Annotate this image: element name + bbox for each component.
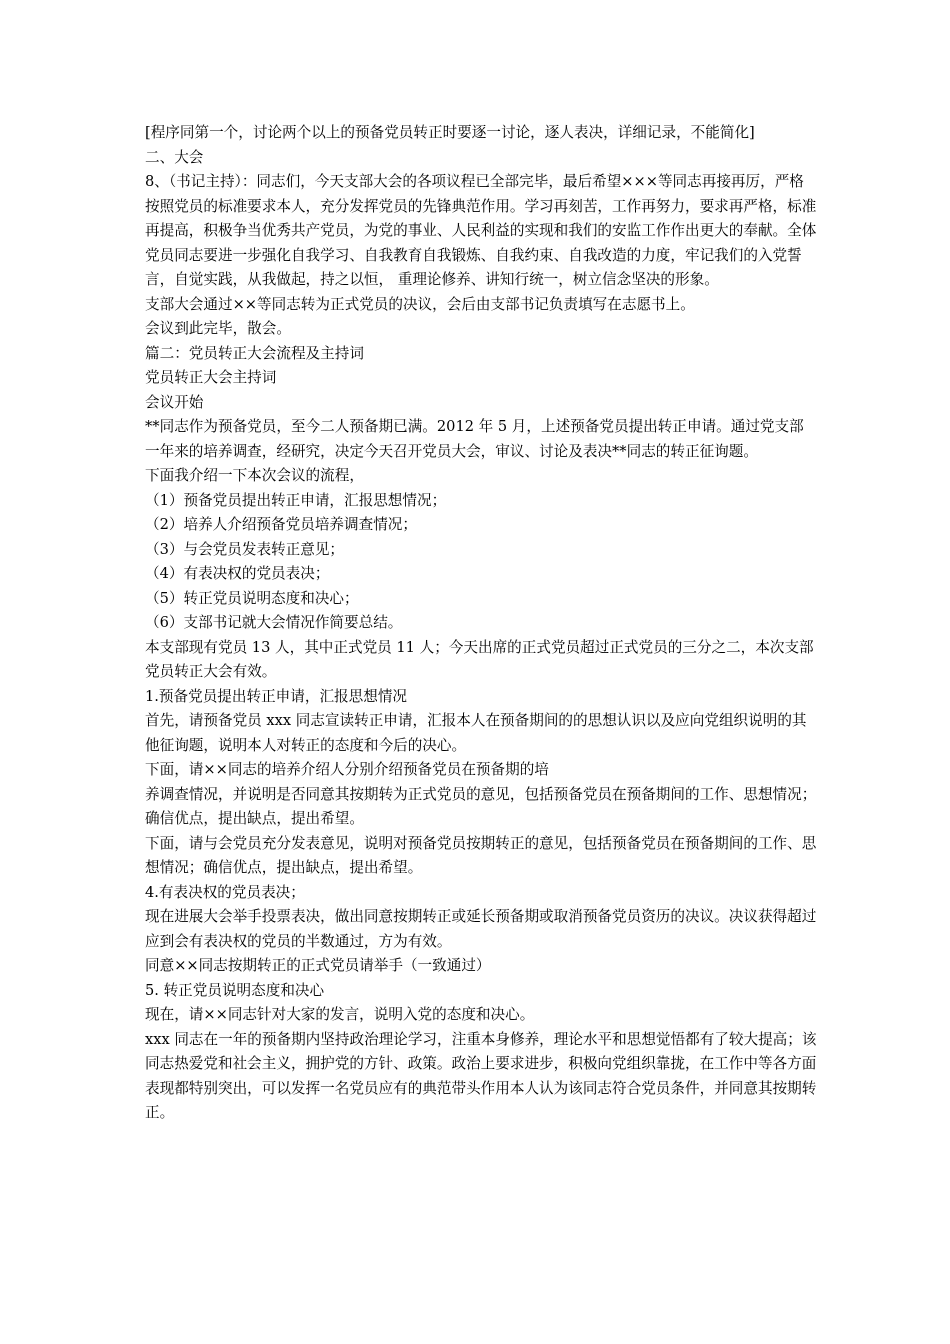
paragraph-evaluation: xxx 同志在一年的预备期内坚持政治理论学习，注重本身修养，理论水平和思想觉悟都有了较大提高；该同志热爱党和社会主义，拥护党的方针、政策。政治上要求进步，积极向党组织靠拢，在工作中等各方面表现都特别突出，可以发挥一名党员应有的典范带头作用本人认为该同志符合党员条件，并同意其按期转正。 [145, 1030, 817, 1121]
paragraph-vote: 现在进展大会举手投票表决，做出同意按期转正或延长预备期或取消预备党员资历的决议。决议获得超过应到会有表决权的党员的半数通过，方为有效。 [145, 908, 817, 950]
heading-step-4: 4.有表决权的党员表决； [145, 883, 305, 901]
paragraph-opinions: 下面，请与会党员充分发表意见，说明对预备党员按期转正的意见，包括预备党员在预备期间的工作、思想情况；确信优点，提出缺点，提出希望。 [145, 834, 817, 876]
list-item: （1）预备党员提出转正申请，汇报思想情况； [145, 491, 447, 509]
list-item: （3）与会党员发表转正意见； [145, 540, 345, 558]
heading-plenary: 二、大会 [145, 148, 204, 166]
document-body [145, 121, 817, 1126]
paragraph-intro: **同志作为预备党员，至今二人预备期已满。2012 年 5 月，上述预备党员提出转正申请。通过党支部一年来的培养调查，经研究，决定今天召开党员大会，审议、讨论及表决**同志的转正征询题。 [145, 418, 804, 460]
list-item: （2）培养人介绍预备党员培养调查情况； [145, 516, 417, 533]
heading-meeting-start: 会议开始 [145, 393, 204, 411]
paragraph-introducer-b: 养调查情况，并说明是否同意其按期转为正式党员的意见，包括预备党员在预备期间的工作、思想情况；确信优点，提出缺点，提出希望。 [145, 785, 817, 827]
list-item: （5）转正党员说明态度和决心； [145, 589, 359, 607]
paragraph-show-hands: 同意××同志按期转正的正式党员请举手（一致通过） [145, 957, 491, 974]
paragraph-step-5: 现在，请××同志针对大家的发言，说明入党的态度和决心。 [145, 1006, 535, 1023]
paragraph-procedure-note: [程序同第一个，讨论两个以上的预备党员转正时要逐一讨论，逐人表决，详细记录，不能简化] [145, 124, 755, 141]
paragraph-adjourn: 会议到此完毕，散会。 [145, 320, 291, 337]
heading-step-1: 1.预备党员提出转正申请，汇报思想情况 [145, 687, 408, 705]
paragraph-process-intro: 下面我介绍一下本次会议的流程， [145, 467, 364, 484]
paragraph-introducer-a: 下面，请××同志的培养介绍人分别介绍预备党员在预备期的培 [145, 761, 549, 778]
section-title-part-two: 篇二：党员转正大会流程及主持词 [145, 344, 364, 362]
paragraph-resolution: 支部大会通过××等同志转为正式党员的决议，会后由支部书记负责填写在志愿书上。 [145, 295, 695, 313]
subtitle-host-speech: 党员转正大会主持词 [145, 369, 277, 386]
list-item: （4）有表决权的党员表决； [145, 565, 330, 582]
paragraph-step-1: 首先，请预备党员 xxx 同志宣读转正申请，汇报本人在预备期间的的思想认识以及应向党组织说明的其他征询题，说明本人对转正的态度和今后的决心。 [145, 712, 807, 754]
list-item: （6）支部书记就大会情况作简要总结。 [145, 614, 403, 631]
paragraph-secretary-closing: 8、（书记主持）：同志们，今天支部大会的各项议程已全部完毕，最后希望×××等同志再接再厉，严格按照党员的标准要求本人，充分发挥党员的先锋典范作用。学习再刻苦，工作再努力，要求再严格，标准再提高，积极争当优秀共产党员，为党的事业、人民利益的实现和我们的安监工作作出更大的奉献。全体党员同志要进一步强化自我学习、自我教育自我锻炼、自我约束、自我改造的力度，牢记我们的入党誓言，自觉实践，从我做起，持之以恒， 重理论修养、讲知行统一，树立信念坚决的形象。 [145, 173, 817, 288]
paragraph-quorum: 本支部现有党员 13 人，其中正式党员 11 人；今天出席的正式党员超过正式党员的三分之二，本次支部党员转正大会有效。 [145, 638, 814, 680]
heading-step-5: 5. 转正党员说明态度和决心 [145, 981, 325, 999]
